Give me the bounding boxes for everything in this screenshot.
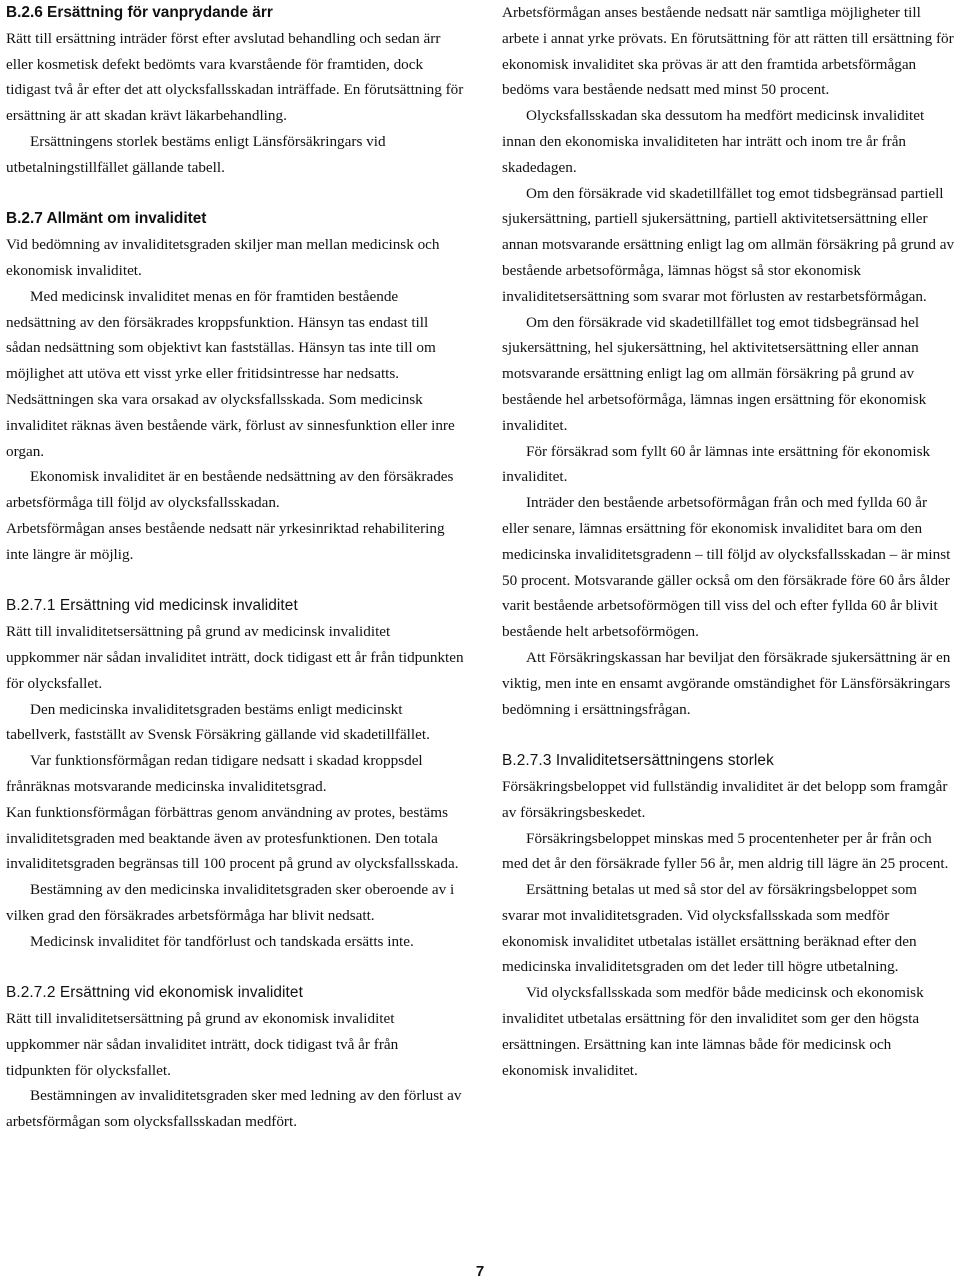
paragraph: Den medicinska invaliditetsgraden bestäms enligt medicinskt tabellverk, fastställt av Svensk Försäkring gällande vid skadetillfället. bbox=[6, 700, 430, 744]
paragraph: Var funktionsförmågan redan tidigare nedsatt i skadad kroppsdel frånräknas motsvarande medicinska invaliditetsgrad. bbox=[6, 752, 423, 795]
paragraph: Försäkringsbeloppet vid fullständig invaliditet är det belopp som framgår av försäkringsbeskedet. bbox=[502, 777, 948, 821]
paragraph: Medicinsk invaliditet för tandförlust och tandskada ersätts inte. bbox=[30, 932, 414, 950]
paragraph: Försäkringsbeloppet minskas med 5 procentenheter per år från och med det år den försäkrade fyller 56 år, men aldrig till lägre än 25 procent. bbox=[502, 829, 949, 873]
paragraph: Bestämning av den medicinska invaliditetsgraden sker oberoende av i vilken grad den försäkrades arbetsförmåga har blivit nedsatt. bbox=[6, 881, 455, 924]
paragraph: Olycksfallsskadan ska dessutom ha medfört medicinsk invaliditet innan den ekonomiska invaliditeten har inträtt och inom tre år från skadedagen. bbox=[502, 107, 925, 176]
paragraph: Rätt till ersättning inträder först efter avslutad behandling och sedan ärr eller kosmetisk defekt bedömts vara kvarstående för framtiden, dock tidigast två år efter det att olycksfallsskadan inträffade. En förutsättning för ersättning är att skadan krävt läkarbehandling. bbox=[6, 29, 464, 125]
paragraph: Ersättningens storlek bestäms enligt Länsförsäkringars vid utbetalningstillfället gällande tabell. bbox=[6, 132, 386, 176]
paragraph: Om den försäkrade vid skadetillfället tog emot tidsbegränsad hel sjukersättning, hel sjukersättning, hel aktivitetsersättning eller annan motsvarande ersättning enligt lag om allmän försäkring på grund av bestående hel arbetsoförmåga, lämnas ingen ersättning för ekonomisk invaliditet. bbox=[502, 313, 927, 434]
paragraph: Ekonomisk invaliditet är en bestående nedsättning av den försäkrades arbetsförmåga till följd av olycksfallsskadan. bbox=[6, 468, 454, 512]
spacer bbox=[6, 568, 464, 594]
section-heading-b-2-7-2: B.2.7.2 Ersättning vid ekonomisk invaliditet bbox=[6, 984, 303, 1002]
paragraph: Kan funktionsförmågan förbättras genom användning av protes, bestäms invaliditetsgraden med beaktande även av protesfunktionen. Den totala invaliditetsgraden begränsas till 100 procent på grund av olycksfallsskada. bbox=[6, 803, 459, 873]
section-heading-b-2-6: B.2.6 Ersättning för vanprydande ärr bbox=[6, 4, 273, 21]
right-column bbox=[502, 0, 956, 1083]
page-number: 7 bbox=[475, 1263, 485, 1280]
section-heading-b-2-7-1: B.2.7.1 Ersättning vid medicinsk invaliditet bbox=[6, 597, 298, 615]
paragraph: Ersättning betalas ut med så stor del av försäkringsbeloppet som svarar mot invaliditetsgraden. Vid olycksfallsskada som medför ekonomisk invaliditet utbetalas istället ersättning beräknad efter den medicinska invaliditetsgraden om det leder till högre utbetalning. bbox=[502, 881, 917, 976]
left-column bbox=[6, 0, 464, 1135]
paragraph: Arbetsförmågan anses bestående nedsatt när yrkesinriktad rehabilitering inte längre är möjlig. bbox=[6, 519, 445, 563]
paragraph: Arbetsförmågan anses bestående nedsatt när samtliga möjligheter till arbete i annat yrke prövats. En förutsättning för att rätten till ersättning för ekonomisk invaliditet ska prövas är att den framtida arbetsförmågan bedöms vara bestående nedsatt med minst 50 procent. bbox=[502, 4, 954, 99]
spacer bbox=[6, 954, 464, 980]
paragraph: Rätt till invaliditetsersättning på grund av medicinsk invaliditet uppkommer när sådan invaliditet inträtt, dock tidigast ett år från tidpunkten för olycksfallet. bbox=[6, 623, 464, 692]
paragraph: Om den försäkrade vid skadetillfället tog emot tidsbegränsad partiell sjukersättning, partiell sjukersättning, partiell aktivitetsersättning eller annan motsvarande ersättning enligt lag om allmän försäkring på grund av bestående arbetsoförmåga, lämnas högst så stor ekonomisk invaliditetsersättning som svarar mot förlusten av restarbetsförmågan. bbox=[502, 184, 955, 305]
paragraph: För försäkrad som fyllt 60 år lämnas inte ersättning för ekonomisk invaliditet. bbox=[502, 442, 931, 486]
paragraph: Vid olycksfallsskada som medför både medicinsk och ekonomisk invaliditet utbetalas ersättning för den invaliditet som ger den högsta ersättningen. Ersättning kan inte lämnas både för medicinsk och ekonomisk invaliditet. bbox=[502, 984, 924, 1079]
paragraph: Att Försäkringskassan har beviljat den försäkrade sjukersättning är en viktig, men inte en ensamt avgörande omständighet för Länsförsäkringars bedömning i ersättningsfrågan. bbox=[502, 648, 951, 718]
paragraph: Med medicinsk invaliditet menas en för framtiden bestående nedsättning av den försäkrades kroppsfunktion. Hänsyn tas endast till sådan nedsättning som objektivt kan fastställas. Hänsyn tas inte till om möjlighet att utöva ett visst yrke eller fritidsintresse har nedsatts. Nedsättningen ska vara orsakad av olycksfallsskada. Som medicinsk invaliditet räknas även bestående värk, förlust av sinnesfunktion eller inre organ. bbox=[6, 287, 455, 460]
paragraph: Vid bedömning av invaliditetsgraden skiljer man mellan medicinsk och ekonomisk invaliditet. bbox=[6, 236, 440, 279]
section-heading-b-2-7-3: B.2.7.3 Invaliditetsersättningens storlek bbox=[502, 752, 774, 770]
section-heading-b-2-7: B.2.7 Allmänt om invaliditet bbox=[6, 210, 207, 228]
paragraph: Inträder den bestående arbetsoförmågan från och med fyllda 60 år eller senare, lämnas ersättning för ekonomisk invaliditet bara om den medicinska invaliditetsgradenn – till följd av olycksfallsskadan – är minst 50 procent. Motsvarande gäller också om den försäkrade före 60 års ålder varit bestående arbetsoförmögen till viss del och efter fyllda 60 år blivit bestående helt arbetsoförmögen. bbox=[502, 494, 951, 641]
spacer bbox=[502, 722, 956, 748]
paragraph: Rätt till invaliditetsersättning på grund av ekonomisk invaliditet uppkommer när sådan invaliditet inträtt, dock tidigast två år från tidpunkten för olycksfallet. bbox=[6, 1010, 399, 1079]
paragraph: Bestämningen av invaliditetsgraden sker med ledning av den förlust av arbetsförmågan som olycksfallsskadan medfört. bbox=[6, 1087, 462, 1131]
spacer bbox=[6, 181, 464, 207]
